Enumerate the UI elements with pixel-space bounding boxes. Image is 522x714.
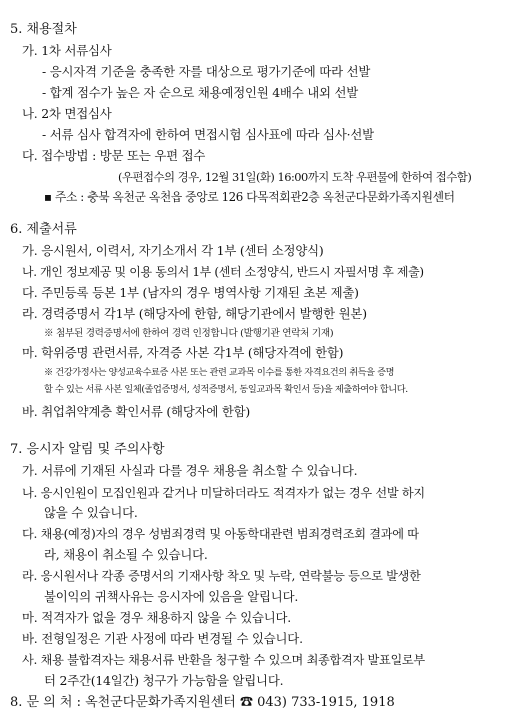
section-7-heading: 7. 응시자 알림 및 주의사항 [10,442,165,457]
section-5-item-ga-line-2: - 합계 점수가 높은 자 순으로 채용예정인원 4배수 내외 선발 [42,85,359,100]
section-6-item-ra-note: ※ 첨부된 경력증명서에 한하여 경력 인정합니다 (발행기관 연락처 기재) [44,328,334,339]
section-7-item-ra-line-2: 불이익의 귀책사유는 응시자에 있음을 알립니다. [44,589,299,604]
section-6-item-da: 다. 주민등록 등본 1부 (남자의 경우 병역사항 기재된 초본 제출) [22,285,359,300]
section-6-item-ga: 가. 응시원서, 이력서, 자기소개서 각 1부 (센터 소정양식) [22,243,324,258]
section-6-heading: 6. 제출서류 [10,222,77,237]
section-5-address: ▪ 주소 : 충북 옥천군 옥천읍 중앙로 126 다목적회관2층 옥천군다문화가족지원센터 [44,190,455,204]
section-7-item-sa-line-2: 터 2주간(14일간) 청구가 가능함을 알립니다. [44,673,284,688]
section-7-item-na-line-2: 않을 수 있습니다. [44,505,138,520]
section-6-item-ma-note-line-2: 할 수 있는 서류 사본 일체(졸업증명서, 성적증명서, 동일교과목 확인서 등)을 제출하여야 합니다. [44,384,408,395]
section-7-item-ma: 마. 적격자가 없을 경우 채용하지 않을 수 있습니다. [22,610,292,625]
section-6-item-na: 나. 개인 정보제공 및 이용 동의서 1부 (센터 소정양식, 반드시 자필서명 후 제출) [22,265,424,279]
section-7-item-ba: 바. 전형일정은 기관 사정에 따라 변경될 수 있습니다. [22,631,303,646]
section-5-item-ga-line-1: - 응시자격 기준을 충족한 자를 대상으로 평가기준에 따라 선발 [42,64,371,79]
section-6-item-ra: 라. 경력증명서 각1부 (해당자에 한함, 해당기관에서 발행한 원본) [22,306,367,321]
section-7-item-ra-line-1: 라. 응시원서나 각종 증명서의 기재사항 착오 및 누락, 연락불능 등으로 발생한 [22,569,421,583]
section-6-item-ma: 마. 학위증명 관련서류, 자격증 사본 각1부 (해당자격에 한함) [22,345,344,360]
section-7-item-sa-line-1: 사. 채용 불합격자는 채용서류 반환을 청구할 수 있으며 최종합격자 발표일로부 [22,653,425,667]
section-8-contact: 8. 문 의 처 : 옥천군다문화가족지원센터 ☎ 043) 733-1915, 1918 [10,695,395,710]
section-5-heading: 5. 채용절차 [10,22,77,37]
section-5-item-da: 다. 접수방법 : 방문 또는 우편 접수 [22,148,206,163]
section-6-item-ba: 바. 취업취약계층 확인서류 (해당자에 한함) [22,404,251,419]
section-6-item-ma-note-line-1: ※ 건강가정사는 양성교육수료증 사본 또는 관련 교과목 이수를 통한 자격요건의 취득을 증명 [44,367,395,378]
section-7-item-da-line-1: 다. 채용(예정)자의 경우 성범죄경력 및 아동학대관련 범죄경력조회 결과에 따 [22,527,419,541]
section-5-item-na-line-1: - 서류 심사 합격자에 한하여 면접시험 심사표에 따라 심사·선발 [42,127,374,142]
section-5-item-na: 나. 2차 면접심사 [22,106,112,121]
section-5-submission-note: (우편접수의 경우, 12월 31일(화) 16:00까지 도착 우편물에 한하여 접수함) [118,170,472,184]
section-5-item-ga: 가. 1차 서류심사 [22,43,112,58]
section-7-item-na-line-1: 나. 응시인원이 모집인원과 같거나 미달하더라도 적격자가 없는 경우 선발 하지 [22,486,425,500]
section-7-item-da-line-2: 라, 채용이 취소될 수 있습니다. [44,547,208,562]
section-7-item-ga: 가. 서류에 기재된 사실과 다를 경우 채용을 취소할 수 있습니다. [22,463,358,478]
